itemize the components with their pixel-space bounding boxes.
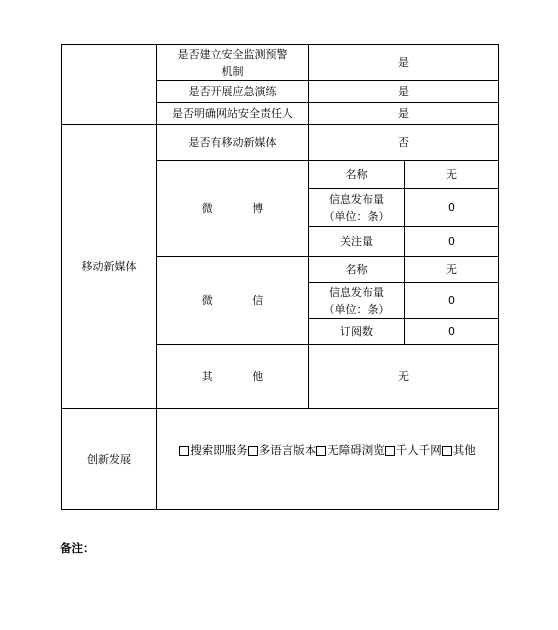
section-mobile-media: 移动新媒体 bbox=[62, 125, 157, 409]
row-value-has-mobile: 否 bbox=[309, 125, 499, 161]
checkbox-icon[interactable] bbox=[442, 446, 452, 456]
weixin-name-value: 无 bbox=[405, 257, 499, 283]
section-cell-empty bbox=[62, 45, 157, 125]
weixin-label: 微 信 bbox=[157, 257, 309, 345]
note-label: 备注： bbox=[60, 541, 95, 555]
section-innovation: 创新发展 bbox=[62, 409, 157, 510]
innovation-options bbox=[157, 409, 499, 510]
row-value-monitoring: 是 bbox=[309, 45, 499, 81]
checkbox-icon[interactable] bbox=[179, 446, 189, 456]
report-table bbox=[61, 44, 499, 510]
option-personalized[interactable]: 千人千网 bbox=[385, 442, 442, 459]
option-multilingual[interactable]: 多语言版本 bbox=[248, 442, 317, 459]
checkbox-icon[interactable] bbox=[316, 446, 326, 456]
weibo-posts-label: 信息发布量 （单位：条） bbox=[309, 189, 405, 227]
row-label-responsible: 是否明确网站安全责任人 bbox=[157, 103, 309, 125]
checkbox-icon[interactable] bbox=[385, 446, 395, 456]
option-search-service[interactable]: 搜索即服务 bbox=[179, 442, 248, 459]
row-value-responsible: 是 bbox=[309, 103, 499, 125]
row-label-monitoring: 是否建立安全监测预警 机制 bbox=[157, 45, 309, 81]
weixin-posts-label: 信息发布量 （单位：条） bbox=[309, 283, 405, 319]
checkbox-icon[interactable] bbox=[248, 446, 258, 456]
weibo-label: 微 博 bbox=[157, 161, 309, 257]
weibo-followers-label: 关注量 bbox=[309, 227, 405, 257]
weixin-name-label: 名称 bbox=[309, 257, 405, 283]
option-other[interactable]: 其他 bbox=[442, 442, 476, 459]
other-value: 无 bbox=[309, 345, 499, 409]
weibo-posts-value: 0 bbox=[405, 189, 499, 227]
weixin-subscribers-label: 订阅数 bbox=[309, 319, 405, 345]
row-label-drill: 是否开展应急演练 bbox=[157, 81, 309, 103]
weixin-subscribers-value: 0 bbox=[405, 319, 499, 345]
weibo-followers-value: 0 bbox=[405, 227, 499, 257]
row-value-drill: 是 bbox=[309, 81, 499, 103]
other-label: 其 他 bbox=[157, 345, 309, 409]
weixin-posts-value: 0 bbox=[405, 283, 499, 319]
row-label-has-mobile: 是否有移动新媒体 bbox=[157, 125, 309, 161]
weibo-name-label: 名称 bbox=[309, 161, 405, 189]
option-accessibility[interactable]: 无障碍浏览 bbox=[316, 442, 385, 459]
weibo-name-value: 无 bbox=[405, 161, 499, 189]
